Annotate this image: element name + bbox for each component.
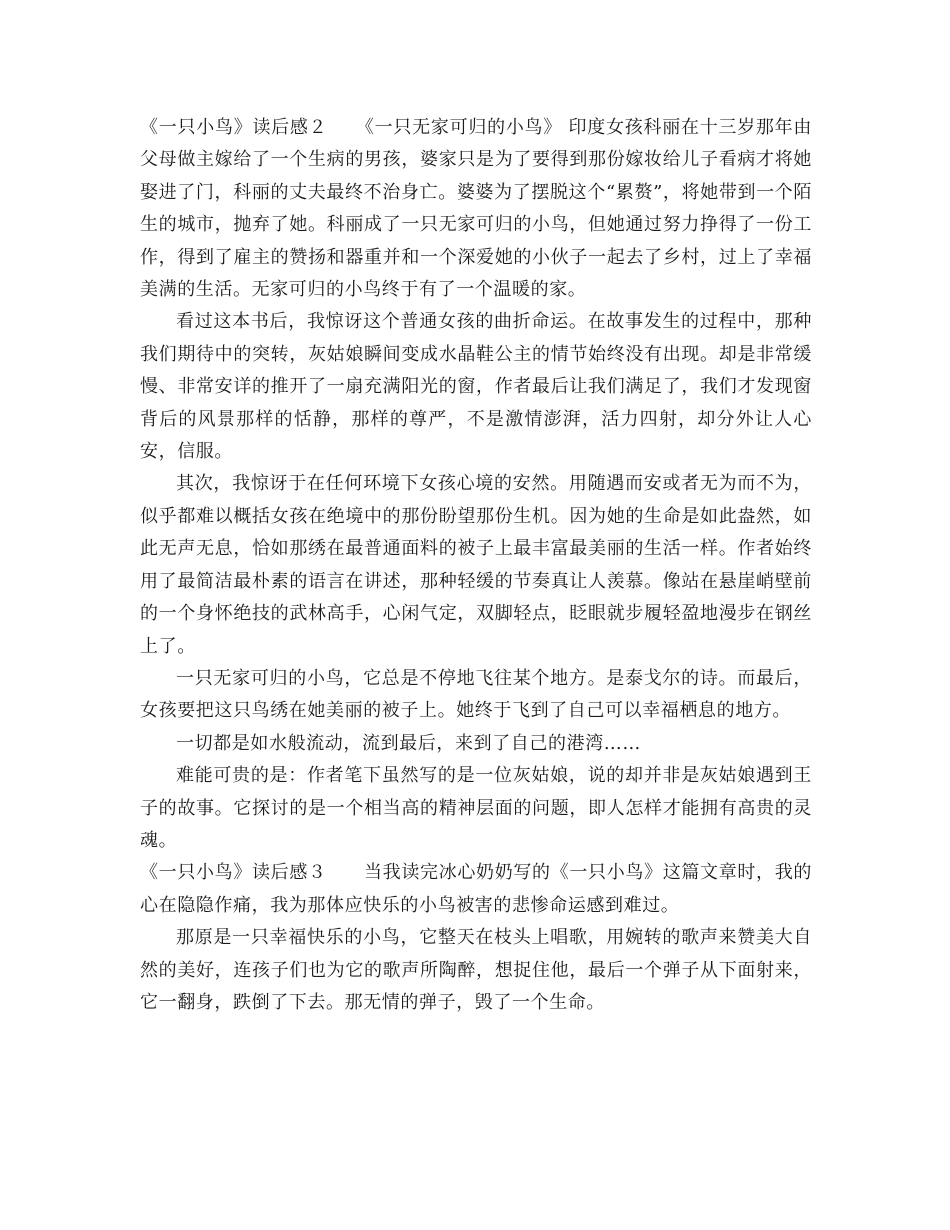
paragraph-8: 那原是一只幸福快乐的小鸟，它整天在枝头上唱歌，用婉转的歌声来赞美大自然的美好，连孩子们也为它的歌声所陶醉，想捉住他，最后一个弹子从下面射来，它一翻身，跌倒了下去。那无情的弹子，毁了一个生命。 [140,927,812,1013]
paragraph-1: 《一只小鸟》读后感２ 《一只无家可归的小鸟》 印度女孩科丽在十三岁那年由父母做主嫁给了一个生病的男孩，婆家只是为了要得到那份嫁妆给儿子看病才将她娶进了门，科丽的丈夫最终不治身亡。婆婆为了摆脱这个“累赘”，将她带到一个陌生的城市，抛弃了她。科丽成了一只无家可归的小鸟，但她通过努力挣得了一份工作，得到了雇主的赞扬和器重并和一个深爱她的小伙子一起去了乡村，过上了幸福美满的生活。无家可归的小鸟终于有了一个温暖的家。 [140,117,812,301]
paragraph-3: 其次，我惊讶于在任何环境下女孩心境的安然。用随遇而安或者无为而不为，似乎都难以概括女孩在绝境中的那份盼望那份生机。因为她的生命是如此盎然，如此无声无息，恰如那绣在最普通面料的被子上最丰富最美丽的生活一样。作者始终用了最简洁最朴素的语言在讲述，那种轻缓的节奏真让人羡慕。像站在悬崖峭壁前的一个身怀绝技的武林高手，心闲气定，双脚轻点，眨眼就步履轻盈地漫步在钢丝上了。 [140,473,812,657]
paragraph-6: 难能可贵的是：作者笔下虽然写的是一位灰姑娘，说的却并非是灰姑娘遇到王子的故事。它探讨的是一个相当高的精神层面的问题，即人怎样才能拥有高贵的灵魂。 [140,765,812,851]
paragraph-7: 《一只小鸟》读后感３ 当我读完冰心奶奶写的《一只小鸟》这篇文章时，我的心在隐隐作痛，我为那体应快乐的小鸟被害的悲惨命运感到难过。 [140,862,812,916]
paragraph-2: 看过这本书后，我惊讶这个普通女孩的曲折命运。在故事发生的过程中，那种我们期待中的突转，灰姑娘瞬间变成水晶鞋公主的情节始终没有出现。却是非常缓慢、非常安详的推开了一扇充满阳光的窗，作者最后让我们满足了，我们才发现窗背后的风景那样的恬静，那样的尊严，不是激情澎湃，活力四射，却分外让人心安，信服。 [140,311,812,463]
paragraph-5: 一切都是如水般流动，流到最后，来到了自己的港湾…… [176,732,641,754]
paragraph-4: 一只无家可归的小鸟，它总是不停地飞往某个地方。是泰戈尔的诗。而最后，女孩要把这只鸟绣在她美丽的被子上。她终于飞到了自己可以幸福栖息的地方。 [140,667,812,722]
document-body [140,112,812,1019]
